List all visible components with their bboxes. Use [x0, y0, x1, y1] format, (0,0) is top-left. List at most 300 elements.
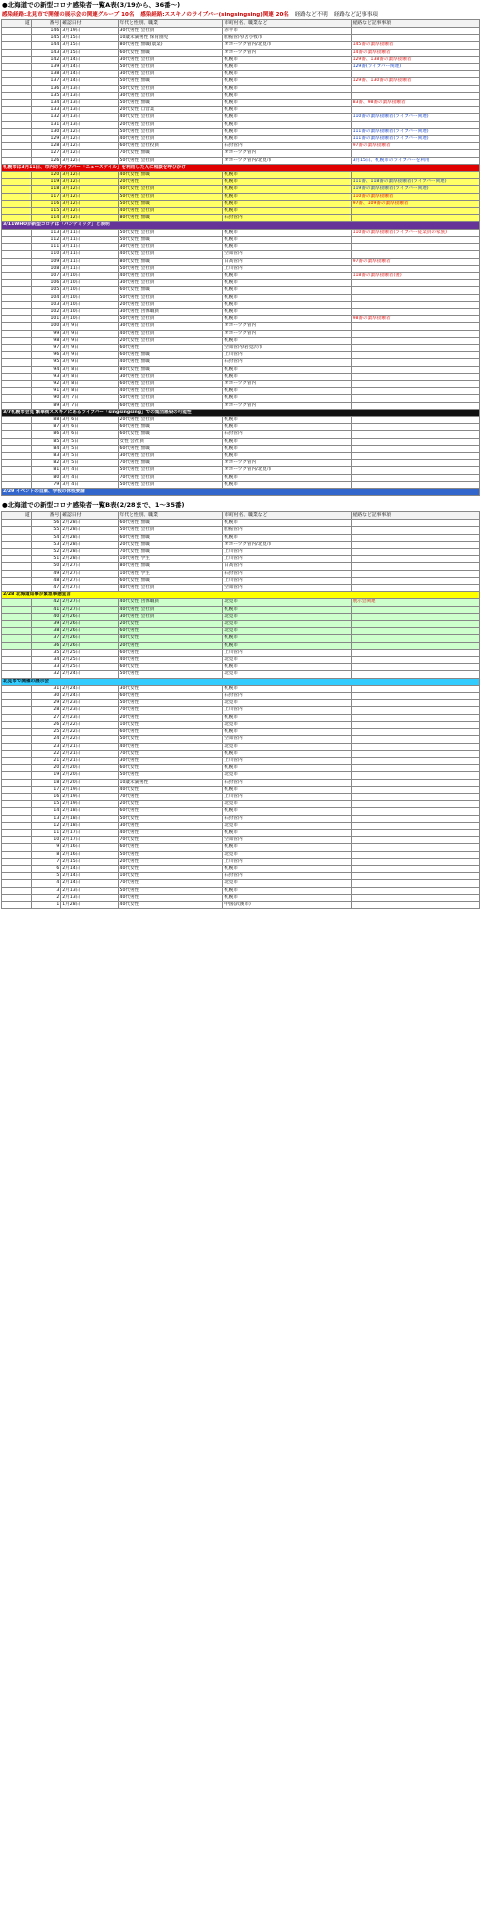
note-cell [351, 693, 479, 700]
note-cell [351, 402, 479, 409]
number-cell: 20 [31, 765, 61, 772]
date-cell: 3月14日 [61, 64, 118, 71]
age-cell: 40代女性 団体職員 [118, 599, 223, 606]
number-cell: 96 [31, 352, 61, 359]
age-cell: 50代男性 会社員 [118, 467, 223, 474]
table-row [2, 765, 480, 772]
city-cell: 札幌市 [223, 534, 351, 541]
number-cell: 127 [31, 150, 61, 157]
date-cell: 2月24日 [61, 671, 118, 678]
city-cell: 札幌市 [223, 729, 351, 736]
city-cell: 北見市 [223, 721, 351, 728]
age-cell: 60代男性 [118, 649, 223, 656]
note-cell [351, 236, 479, 243]
city-cell: 札幌市 [223, 85, 351, 92]
number-cell: 3 [31, 887, 61, 894]
city-cell: 札幌市 [223, 71, 351, 78]
region-cell [2, 808, 32, 815]
date-cell: 2月17日 [61, 829, 118, 836]
note-cell [351, 265, 479, 272]
number-cell: 93 [31, 373, 61, 380]
number-cell: 52 [31, 549, 61, 556]
age-cell: 30代男性 会社員 [118, 71, 223, 78]
date-cell: 3月 9日 [61, 323, 118, 330]
table-row [2, 858, 480, 865]
region-cell [2, 452, 32, 459]
table-row [2, 577, 480, 584]
number-cell: 27 [31, 714, 61, 721]
table-row [2, 779, 480, 786]
city-cell: 札幌市 [223, 606, 351, 613]
city-cell: オホーツク管内 [223, 330, 351, 337]
note-cell [351, 606, 479, 613]
note-cell [351, 635, 479, 642]
age-cell: 30代男性 会社員 [118, 92, 223, 99]
age-cell: 30代男性 会社員 [118, 280, 223, 287]
column-header: 経路など記事事項 [351, 512, 479, 520]
age-cell: 40代女性 会社員 [118, 186, 223, 193]
region-cell [2, 481, 32, 488]
event-banner-text: 2/28 北海道知事が緊急事態宣言 [2, 592, 480, 599]
column-header: 確認日付 [61, 512, 118, 520]
number-cell: 105 [31, 287, 61, 294]
note-cell [351, 107, 479, 114]
city-cell: 石狩管内 [223, 570, 351, 577]
city-cell: 札幌市 [223, 424, 351, 431]
note-cell [351, 657, 479, 664]
city-cell: 石狩管内 [223, 693, 351, 700]
number-cell: 17 [31, 786, 61, 793]
age-cell: 50代男性 [118, 671, 223, 678]
date-cell: 3月12日 [61, 143, 118, 150]
page [0, 0, 481, 909]
table-row [2, 251, 480, 258]
table-row [2, 294, 480, 301]
note-cell [351, 380, 479, 387]
age-cell: 60代男性 [118, 729, 223, 736]
table-row [2, 193, 480, 200]
city-cell: 空知管内 [223, 736, 351, 743]
age-cell: 10歳未満男性 [118, 779, 223, 786]
region-cell [2, 344, 32, 351]
event-banner-text: 3/11WHOが新型コロナは「パンデミック」と表明 [2, 222, 480, 229]
note-cell [351, 323, 479, 330]
city-cell: 上川管内 [223, 649, 351, 656]
note-cell: 118番の濃厚接触者(妻) [351, 272, 479, 279]
city-cell: 札幌市 [223, 287, 351, 294]
city-cell: 札幌市 [223, 366, 351, 373]
region-cell [2, 894, 32, 901]
table-row [2, 563, 480, 570]
note-cell [351, 793, 479, 800]
note-cell [351, 308, 479, 315]
table-row [2, 729, 480, 736]
note-cell [351, 287, 479, 294]
city-cell: 札幌市 [223, 236, 351, 243]
note-cell [351, 700, 479, 707]
table-row [2, 837, 480, 844]
table-row [2, 736, 480, 743]
date-cell: 3月12日 [61, 186, 118, 193]
date-cell: 3月13日 [61, 85, 118, 92]
date-cell: 2月20日 [61, 765, 118, 772]
table-row [2, 35, 480, 42]
note-cell: 111番、118番の濃厚接触者(ライブバー関連) [351, 179, 479, 186]
column-header: 市町村名、職業など [223, 512, 351, 520]
date-cell: 2月25日 [61, 649, 118, 656]
note-cell: 111番の濃厚接触者(ライブバー関連) [351, 136, 479, 143]
table-row [2, 359, 480, 366]
city-cell: 石狩管内 [223, 815, 351, 822]
number-cell: 114 [31, 215, 61, 222]
event-banner-text: 札幌市は3月11日、市内のライブバー「ニューステイル」を利用した人に相談を呼びかけ [2, 164, 480, 171]
date-cell: 3月13日 [61, 121, 118, 128]
number-cell: 5 [31, 873, 61, 880]
age-cell: 20代男性 会社員 [118, 121, 223, 128]
age-cell: 30代男性 会社員 [118, 56, 223, 63]
legend-item: 経路など不明 [294, 12, 328, 18]
age-cell: 50代男性 会社員 [118, 157, 223, 164]
table-row [2, 822, 480, 829]
region-cell [2, 402, 32, 409]
table-row [2, 366, 480, 373]
age-cell: 40代男性 会社員 [118, 606, 223, 613]
note-cell [351, 474, 479, 481]
city-cell: オホーツク管内/北見市 [223, 467, 351, 474]
region-cell [2, 272, 32, 279]
date-cell: 3月10日 [61, 280, 118, 287]
city-cell: 札幌市 [223, 765, 351, 772]
region-cell [2, 563, 32, 570]
city-cell: 札幌市 [223, 416, 351, 423]
city-cell: 札幌市 [223, 186, 351, 193]
number-cell: 103 [31, 301, 61, 308]
age-cell: 60代男性 無職 [118, 424, 223, 431]
age-cell: 20代男性 [118, 642, 223, 649]
region-cell [2, 287, 32, 294]
number-cell: 79 [31, 481, 61, 488]
table-row [2, 664, 480, 671]
city-cell: 北見市 [223, 613, 351, 620]
city-cell: 北見市 [223, 657, 351, 664]
age-cell: 40代男性 [118, 894, 223, 901]
date-cell: 2月20日 [61, 779, 118, 786]
city-cell: 上川管内 [223, 858, 351, 865]
note-cell [351, 452, 479, 459]
legend-item: 感染経路:北見市で開催の展示会の関連グループ 10名 [2, 12, 135, 18]
table-row [2, 136, 480, 143]
note-cell [351, 585, 479, 592]
region-cell [2, 801, 32, 808]
table-row [2, 157, 480, 164]
table-row [2, 460, 480, 467]
city-cell: 石狩管内 [223, 215, 351, 222]
number-cell: 101 [31, 316, 61, 323]
number-cell: 106 [31, 280, 61, 287]
age-cell: 40代女性 会社員 [118, 251, 223, 258]
date-cell: 3月10日 [61, 294, 118, 301]
city-cell: オホーツク管内 [223, 323, 351, 330]
city-cell: 札幌市 [223, 635, 351, 642]
table-row [2, 258, 480, 265]
note-cell [351, 520, 479, 527]
date-cell: 2月19日 [61, 793, 118, 800]
table-row [2, 750, 480, 757]
region-cell [2, 534, 32, 541]
note-cell [351, 743, 479, 750]
city-cell: 北見市 [223, 700, 351, 707]
city-cell: 上川管内 [223, 793, 351, 800]
column-header: 市町村名、職業など [223, 20, 351, 28]
number-cell: 48 [31, 577, 61, 584]
table-row [2, 520, 480, 527]
date-cell: 3月 5日 [61, 452, 118, 459]
table-row [2, 179, 480, 186]
note-cell [351, 527, 479, 534]
table-row [2, 635, 480, 642]
date-cell: 3月13日 [61, 107, 118, 114]
city-cell: 札幌市 [223, 829, 351, 836]
table-row [2, 642, 480, 649]
city-cell: 赤平市 [223, 28, 351, 35]
age-cell: 50代男性 会社員 [118, 294, 223, 301]
city-cell: 札幌市 [223, 92, 351, 99]
table-row [2, 865, 480, 872]
table-row [2, 844, 480, 851]
region-cell [2, 570, 32, 577]
note-cell: 129番(ライブバー関連) [351, 64, 479, 71]
number-cell: 26 [31, 721, 61, 728]
region-cell [2, 424, 32, 431]
note-cell: 98番の濃厚接触者 [351, 316, 479, 323]
age-cell: 20代女性 無職 [118, 541, 223, 548]
date-cell: 2月21日 [61, 757, 118, 764]
number-cell: 92 [31, 380, 61, 387]
region-cell [2, 743, 32, 750]
note-cell [351, 570, 479, 577]
date-cell: 3月10日 [61, 272, 118, 279]
date-cell: 2月28日 [61, 541, 118, 548]
region-cell [2, 215, 32, 222]
note-cell: 97番の濃厚接触者 [351, 143, 479, 150]
region-cell [2, 649, 32, 656]
region-cell [2, 707, 32, 714]
date-cell: 3月 5日 [61, 438, 118, 445]
table-b-header [2, 512, 480, 520]
age-cell: 10代女性 [118, 873, 223, 880]
date-cell: 2月27日 [61, 577, 118, 584]
number-cell: 130 [31, 128, 61, 135]
age-cell: 60代男性 [118, 693, 223, 700]
number-cell: 22 [31, 750, 61, 757]
table-row [2, 316, 480, 323]
number-cell: 128 [31, 143, 61, 150]
table-row [2, 344, 480, 351]
region-cell [2, 395, 32, 402]
age-cell: 30代女性 [118, 685, 223, 692]
table-row [2, 721, 480, 728]
note-cell [351, 757, 479, 764]
number-cell: 99 [31, 330, 61, 337]
table-row [2, 707, 480, 714]
region-cell [2, 657, 32, 664]
age-cell: 50代女性 [118, 736, 223, 743]
table-row [2, 829, 480, 836]
region-cell [2, 56, 32, 63]
event-banner-text: 北見市で開催の展示会 [2, 678, 480, 685]
region-cell [2, 49, 32, 56]
region-cell [2, 42, 32, 49]
region-cell [2, 143, 32, 150]
region-cell [2, 35, 32, 42]
date-cell: 2月27日 [61, 563, 118, 570]
date-cell: 3月12日 [61, 150, 118, 157]
note-cell [351, 541, 479, 548]
age-cell: 50代男性 会社員 [118, 527, 223, 534]
note-cell [351, 85, 479, 92]
number-cell: 146 [31, 28, 61, 35]
region-cell [2, 750, 32, 757]
age-cell: 10代男性 学生 [118, 556, 223, 563]
number-cell: 34 [31, 657, 61, 664]
region-cell [2, 280, 32, 287]
table-row [2, 352, 480, 359]
date-cell: 2月21日 [61, 743, 118, 750]
number-cell: 23 [31, 743, 61, 750]
region-cell [2, 549, 32, 556]
region-cell [2, 829, 32, 836]
region-cell [2, 92, 32, 99]
region-cell [2, 445, 32, 452]
region-cell [2, 635, 32, 642]
date-cell: 3月10日 [61, 308, 118, 315]
number-cell: 145 [31, 35, 61, 42]
date-cell: 2月14日 [61, 873, 118, 880]
table-row [2, 606, 480, 613]
table-row [2, 107, 480, 114]
number-cell: 37 [31, 635, 61, 642]
city-cell: 札幌市 [223, 395, 351, 402]
note-cell: 110番の濃厚接触者 [351, 193, 479, 200]
note-cell [351, 556, 479, 563]
region-cell [2, 251, 32, 258]
region-cell [2, 85, 32, 92]
note-cell [351, 664, 479, 671]
table-row [2, 541, 480, 548]
note-cell [351, 628, 479, 635]
region-cell [2, 541, 32, 548]
number-cell: 38 [31, 628, 61, 635]
number-cell: 13 [31, 815, 61, 822]
region-cell [2, 416, 32, 423]
date-cell: 3月11日 [61, 244, 118, 251]
city-cell: 札幌市 [223, 452, 351, 459]
city-cell: 札幌市 [223, 373, 351, 380]
region-cell [2, 671, 32, 678]
date-cell: 2月22日 [61, 729, 118, 736]
date-cell: 2月14日 [61, 880, 118, 887]
date-cell: 2月13日 [61, 887, 118, 894]
note-cell [351, 424, 479, 431]
date-cell: 3月15日 [61, 49, 118, 56]
region-cell [2, 779, 32, 786]
date-cell: 3月 9日 [61, 330, 118, 337]
city-cell: 札幌市 [223, 179, 351, 186]
table-row [2, 628, 480, 635]
region-cell [2, 873, 32, 880]
region-cell [2, 613, 32, 620]
date-cell: 2月28日 [61, 549, 118, 556]
region-cell [2, 337, 32, 344]
age-cell: 50代男性 会社員 [118, 265, 223, 272]
table-a-body [2, 28, 480, 496]
city-cell: 北見市 [223, 599, 351, 606]
city-cell: 札幌市 [223, 894, 351, 901]
table-row [2, 215, 480, 222]
age-cell: 20代男性 [118, 179, 223, 186]
note-cell [351, 822, 479, 829]
column-header: 番号 [31, 512, 61, 520]
region-cell [2, 200, 32, 207]
region-cell [2, 301, 32, 308]
age-cell: 60代女性 [118, 765, 223, 772]
city-cell: オホーツク管内 [223, 49, 351, 56]
note-cell [351, 337, 479, 344]
number-cell: 137 [31, 78, 61, 85]
age-cell: 50代男性 会社員 [118, 316, 223, 323]
number-cell: 138 [31, 71, 61, 78]
age-cell: 50代女性 [118, 815, 223, 822]
table-row [2, 395, 480, 402]
note-cell [351, 35, 479, 42]
note-cell [351, 707, 479, 714]
date-cell: 2月18日 [61, 808, 118, 815]
table-row [2, 114, 480, 121]
note-cell [351, 765, 479, 772]
event-banner [2, 409, 480, 416]
region-cell [2, 714, 32, 721]
table-row [2, 671, 480, 678]
number-cell: 54 [31, 534, 61, 541]
table-row [2, 556, 480, 563]
region-cell [2, 308, 32, 315]
age-cell: 10代女性 [118, 721, 223, 728]
note-cell [351, 150, 479, 157]
table-row [2, 649, 480, 656]
note-cell: 14番の濃厚接触者 [351, 49, 479, 56]
date-cell: 2月27日 [61, 585, 118, 592]
region-cell [2, 107, 32, 114]
table-row [2, 880, 480, 887]
note-cell [351, 563, 479, 570]
number-cell: 131 [31, 121, 61, 128]
column-header: 道 [2, 20, 32, 28]
number-cell: 15 [31, 801, 61, 808]
region-cell [2, 815, 32, 822]
legend-item: 感染経路:ススキノのライブバー(singsingsing)関連 20名 [140, 12, 289, 18]
note-cell [351, 28, 479, 35]
date-cell: 2月16日 [61, 851, 118, 858]
date-cell: 2月24日 [61, 685, 118, 692]
event-banner [2, 489, 480, 496]
number-cell: 29 [31, 700, 61, 707]
table-row [2, 416, 480, 423]
table-row [2, 714, 480, 721]
age-cell: 60代男性 無職 [118, 520, 223, 527]
number-cell: 80 [31, 474, 61, 481]
table-b-body [2, 520, 480, 909]
age-cell: 50代女性 会社員 [118, 229, 223, 236]
